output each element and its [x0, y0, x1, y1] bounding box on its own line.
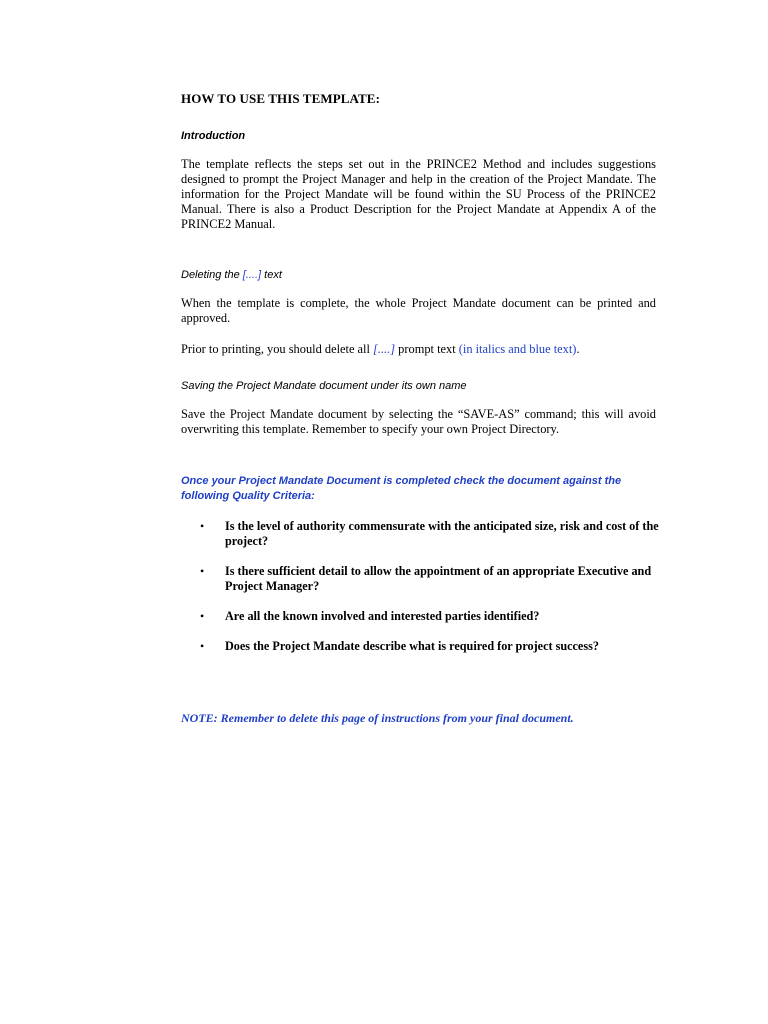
criteria-text: Is there sufficient detail to allow the appointment of an appropriate Executive and Project Manager?	[225, 564, 652, 593]
deleting-title-prefix: Deleting the	[181, 269, 243, 281]
deleting-title-suffix: text	[261, 269, 282, 281]
final-note: NOTE: Remember to delete this page of instructions from your final document.	[181, 711, 574, 725]
saving-title: Saving the Project Mandate document under its own name	[181, 380, 467, 392]
introduction-body: The template reflects the steps set out in the PRINCE2 Method and includes suggestions designed to prompt the Project Manager and help in the creation of the Project Mandate. The information for the Project Mandate will be found within the SU Process of the PRINCE2 Manual. There is also a Product Description for the Project Mandate at Appendix A of the PRINCE2 Manual.	[181, 157, 656, 231]
bullet-icon: •	[200, 564, 205, 578]
printing-suffix: .	[576, 342, 580, 356]
introduction-title: Introduction	[181, 130, 246, 142]
deleting-title	[181, 269, 282, 281]
criteria-text: Does the Project Mandate describe what is required for project success?	[225, 639, 599, 653]
printing-bracket: [....]	[373, 342, 396, 356]
deleting-para-approve: When the template is complete, the whole Project Mandate document can be printed and approved.	[181, 296, 656, 325]
criteria-text: Are all the known involved and interested parties identified?	[225, 609, 540, 623]
quality-criteria-intro: Once your Project Mandate Document is completed check the document against the following Quality Criteria:	[181, 475, 622, 502]
bullet-icon: •	[200, 639, 205, 653]
printing-blue-note: (in italics and blue text)	[458, 342, 577, 356]
deleting-title-bracket: [....]	[242, 269, 262, 281]
printing-middle: prompt text	[395, 342, 459, 356]
page-heading: HOW TO USE THIS TEMPLATE:	[181, 91, 381, 106]
bullet-icon: •	[200, 519, 205, 533]
printing-prefix: Prior to printing, you should delete all	[181, 342, 374, 356]
saving-body: Save the Project Mandate document by selecting the “SAVE-AS” command; this will avoid overwriting this template. Remember to specify your own Project Directory.	[181, 407, 656, 436]
deleting-para-printing	[181, 342, 656, 357]
criteria-text: Is the level of authority commensurate with the anticipated size, risk and cost of the project?	[225, 519, 659, 548]
bullet-icon: •	[200, 609, 205, 623]
